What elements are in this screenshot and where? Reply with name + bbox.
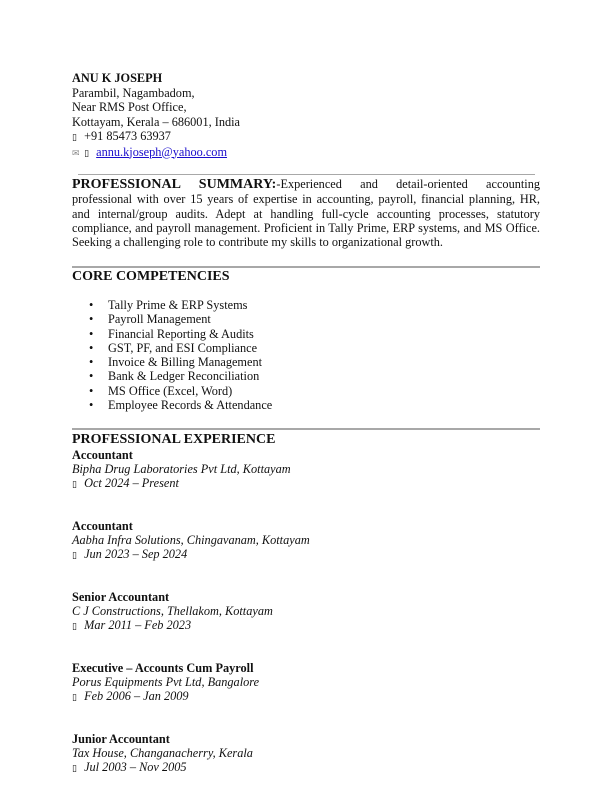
list-item: • MS Office (Excel, Word) <box>72 384 272 398</box>
calendar-icon: ▯ <box>72 763 77 773</box>
competencies-heading: CORE COMPETENCIES <box>72 269 230 284</box>
divider <box>78 174 535 175</box>
job-dates: Jul 2003 – Nov 2005 <box>84 760 187 774</box>
divider <box>72 266 540 268</box>
job-company: Porus Equipments Pvt Ltd, Bangalore <box>72 675 260 689</box>
address-line: Parambil, Nagambadom, <box>72 85 195 100</box>
list-item: • Tally Prime & ERP Systems <box>72 298 272 312</box>
job-company: Tax House, Changanacherry, Kerala <box>72 746 253 760</box>
candidate-name: ANU K JOSEPH <box>72 71 163 85</box>
list-item: • Financial Reporting & Audits <box>72 327 272 341</box>
job-title: Accountant <box>72 448 133 462</box>
competencies-list <box>72 298 272 412</box>
calendar-icon: ▯ <box>72 479 77 489</box>
professional-summary <box>72 177 540 249</box>
job-company: Bipha Drug Laboratories Pvt Ltd, Kottayam <box>72 462 291 476</box>
address-line: Kottayam, Kerala – 686001, India <box>72 114 241 129</box>
job-entry <box>72 732 310 775</box>
job-dates: Oct 2024 – Present <box>84 476 179 490</box>
job-title: Junior Accountant <box>72 732 170 746</box>
address-line: Near RMS Post Office, <box>72 100 187 114</box>
summary-text: -Experienced and detail-oriented accounting professional with over 15 years of expertise in accounting, payroll, financial planning, HR, and internal/group audits. Adept at handling full-cycle accounting processes, statutory compliance, and payroll management. Proficient in Tally Prime, ERP systems, and MS Office. Seeking a challenging role to contribute my skills to organizational growth. <box>72 177 540 250</box>
job-company: C J Constructions, Thellakom, Kottayam <box>72 604 273 618</box>
calendar-icon: ▯ <box>72 692 77 702</box>
job-title: Senior Accountant <box>72 590 170 604</box>
experience-section <box>72 432 310 803</box>
job-dates: Jun 2023 – Sep 2024 <box>84 547 188 561</box>
experience-heading: PROFESSIONAL EXPERIENCE <box>72 432 276 447</box>
job-company: Aabha Infra Solutions, Chingavanam, Kottayam <box>72 533 310 547</box>
job-title: Executive – Accounts Cum Payroll <box>72 661 254 675</box>
list-item: • GST, PF, and ESI Compliance <box>72 341 272 355</box>
summary-heading: PROFESSIONAL SUMMARY: <box>72 177 277 192</box>
list-item: • Invoice & Billing Management <box>72 355 272 369</box>
contact-block <box>72 71 240 160</box>
placeholder-icon: ▯ <box>84 147 90 158</box>
calendar-icon: ▯ <box>72 621 77 631</box>
email-link[interactable]: annu.kjoseph@yahoo.com <box>96 144 228 159</box>
mail-icon: ✉ <box>72 147 80 158</box>
phone-number: +91 85473 63937 <box>84 129 171 143</box>
calendar-icon: ▯ <box>72 550 77 560</box>
job-title: Accountant <box>72 519 133 533</box>
job-dates: Feb 2006 – Jan 2009 <box>84 689 189 703</box>
phone-icon: ▯ <box>72 132 77 142</box>
list-item: • Bank & Ledger Reconciliation <box>72 369 272 383</box>
job-dates: Mar 2011 – Feb 2023 <box>84 618 192 632</box>
list-item: • Employee Records & Attendance <box>72 398 272 412</box>
job-entry <box>72 590 310 633</box>
job-entry <box>72 448 310 491</box>
list-item: • Payroll Management <box>72 312 272 326</box>
divider <box>72 428 540 430</box>
job-entry <box>72 661 310 704</box>
job-entry <box>72 519 310 562</box>
